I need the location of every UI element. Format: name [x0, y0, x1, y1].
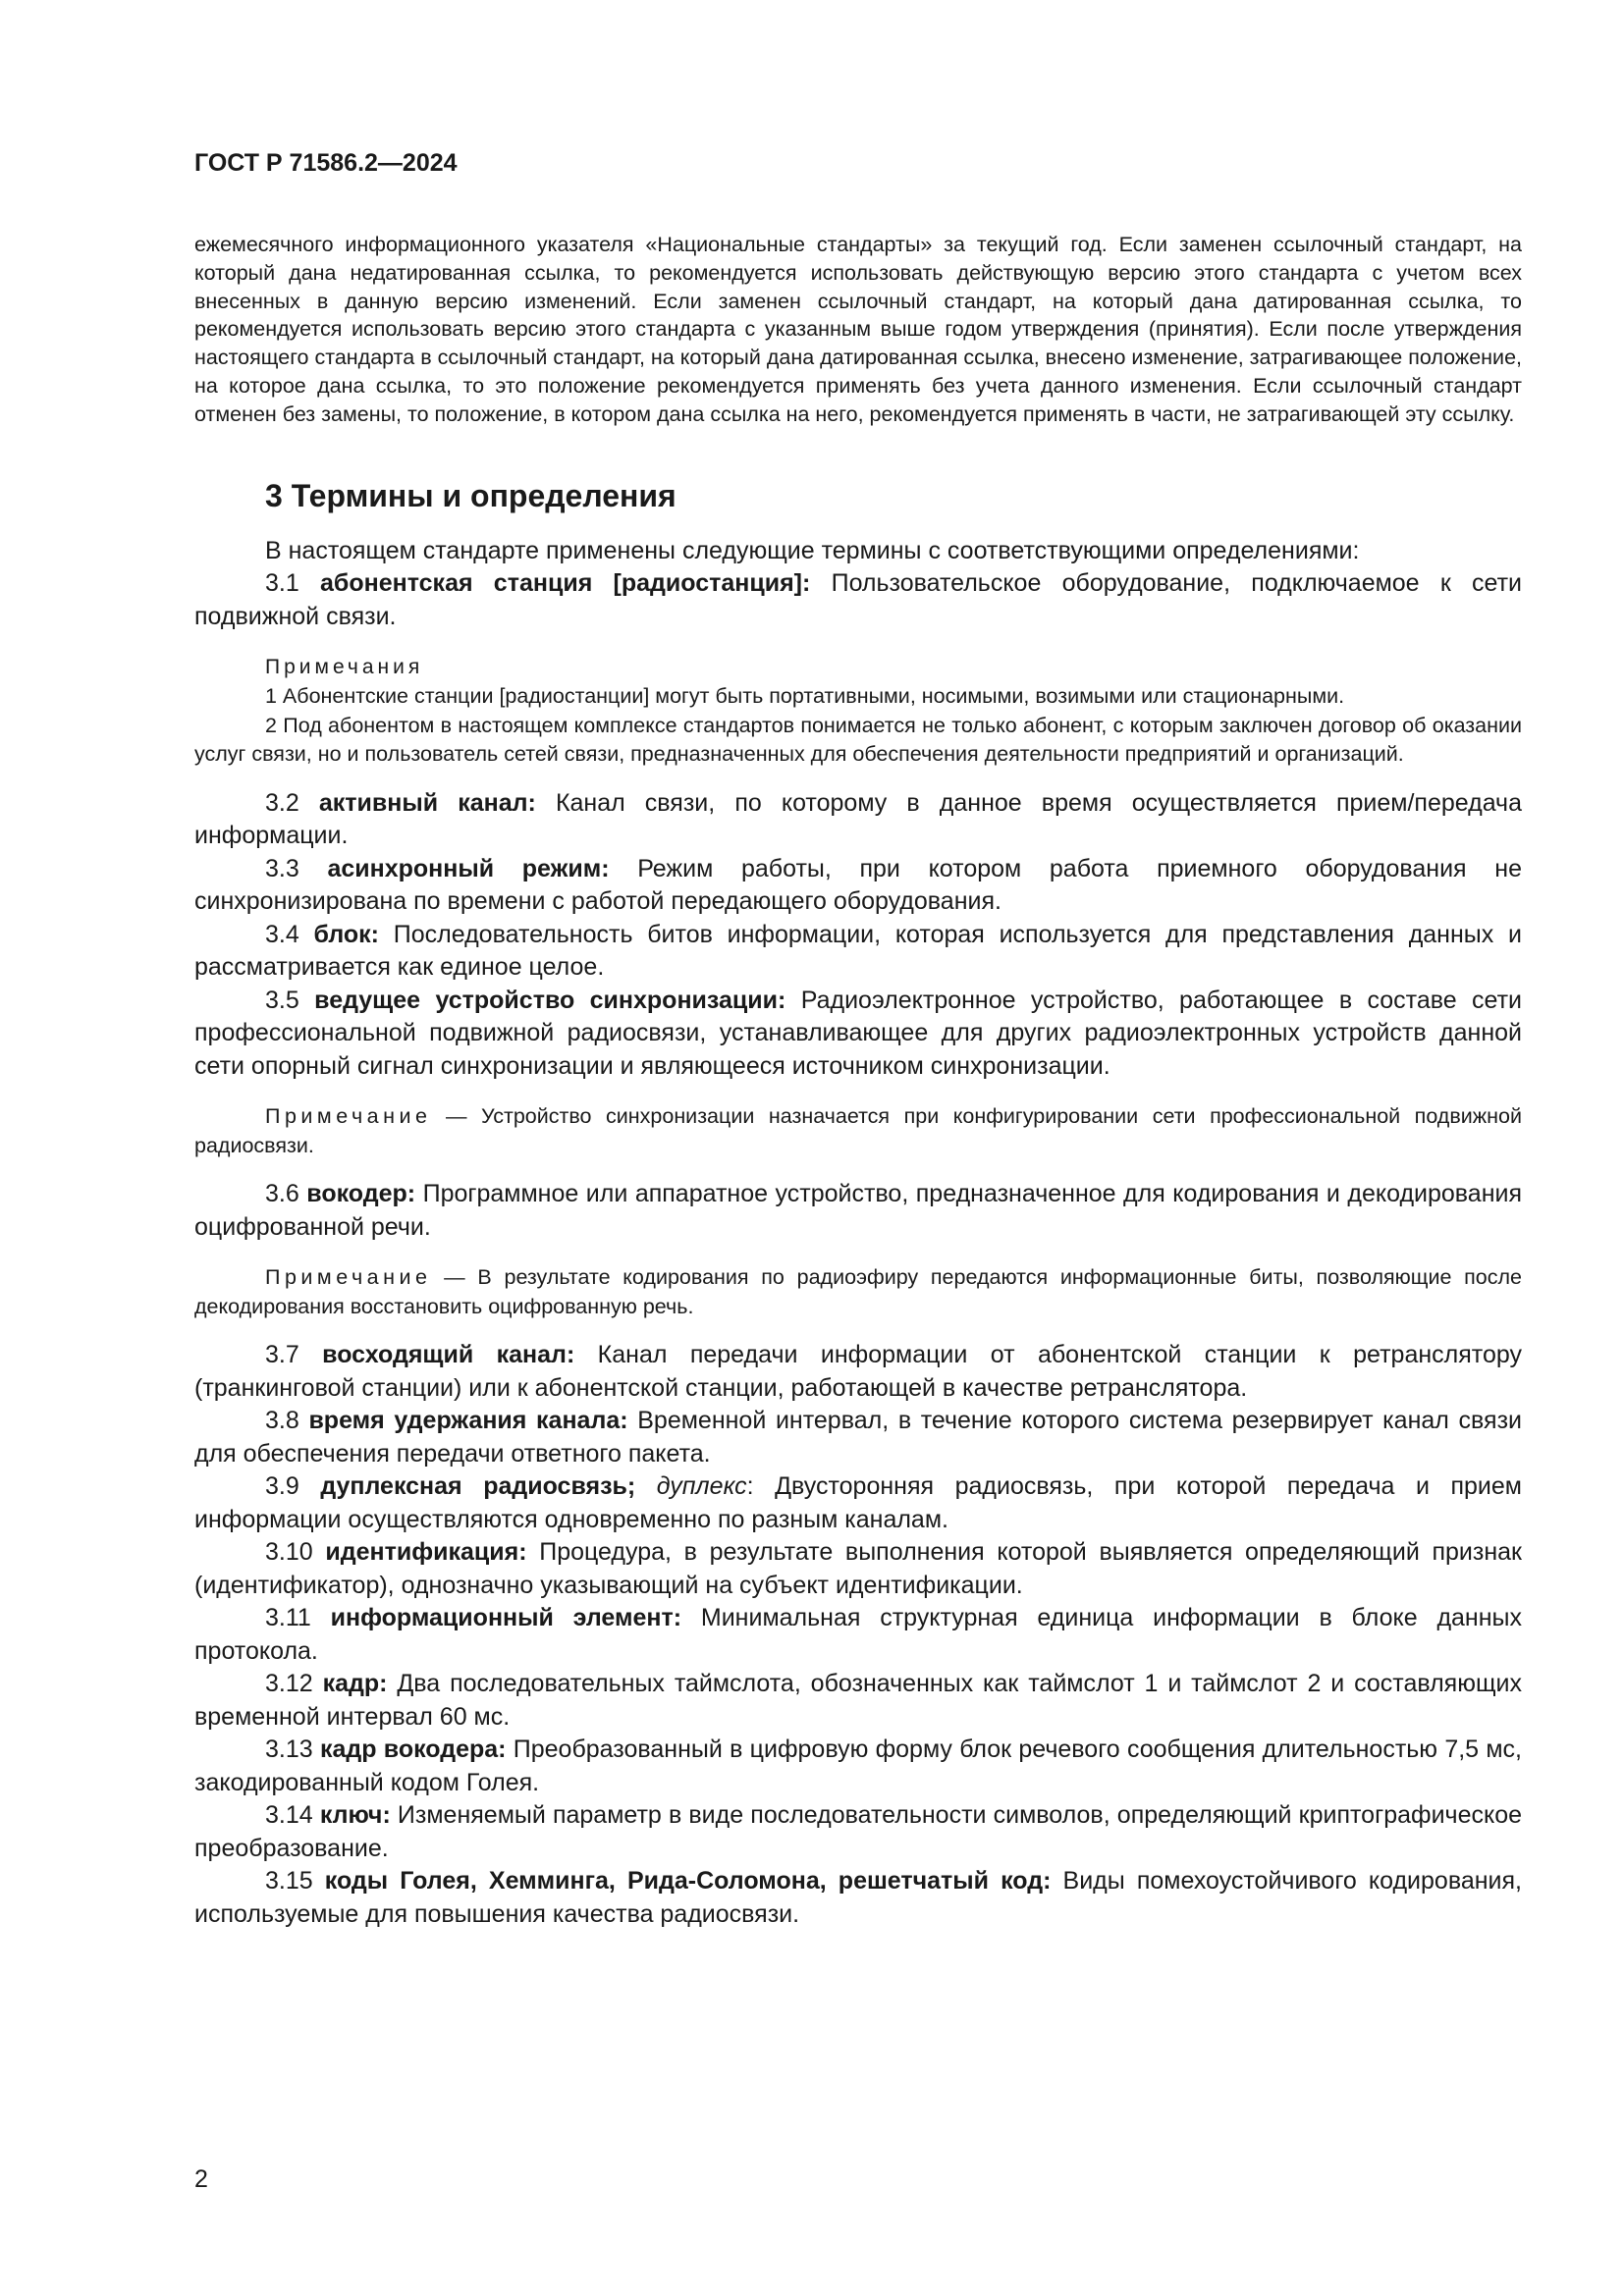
term-3-11 [194, 1602, 1522, 1668]
term-name: информационный элемент: [330, 1604, 682, 1632]
note-text [194, 1102, 1522, 1160]
term-3-13 [194, 1734, 1522, 1799]
term-3-3 [194, 853, 1522, 919]
term-number: 3.11 [265, 1604, 311, 1632]
term-3-9 [194, 1470, 1522, 1536]
note-dash: — [431, 1104, 482, 1129]
term-definition: Программное или аппаратное устройство, предназначенное для кодирования и декодирования оцифрованной речи. [194, 1180, 1523, 1241]
term-definition: Минимальная структурная единица информации в блоке данных протокола. [194, 1604, 1523, 1665]
note-text [194, 1263, 1522, 1321]
term-name: вокодер: [306, 1180, 416, 1208]
note-body: Устройство синхронизации назначается при конфигурировании сети профессиональной подвижной радиосвязи. [194, 1104, 1523, 1157]
term-number: 3.3 [265, 854, 299, 882]
term-number: 3.2 [265, 788, 299, 817]
term-name: идентификация: [325, 1538, 527, 1567]
term-definition: Режим работы, при котором работа приемного оборудования не синхронизирована по времени с работой передающего оборудования. [194, 854, 1522, 916]
term-number: 3.12 [265, 1670, 313, 1698]
term-definition: Процедура, в результате выполнения которой выявляется определяющий признак (идентификатор), однозначно указывающий на субъект идентификации. [194, 1538, 1522, 1599]
note-body: В результате кодирования по радиоэфиру передаются информационные биты, позволяющие после декодирования восстановить оцифрованную речь. [194, 1265, 1522, 1318]
section-title: 3 Термины и определения [265, 477, 677, 513]
term-number: 3.10 [265, 1538, 313, 1567]
term-3-7 [194, 1339, 1522, 1405]
term-number: 3.14 [265, 1801, 313, 1830]
term-name: дуплексная радиосвязь; [320, 1472, 636, 1501]
term-definition: Пользовательское оборудование, подключаемое к сети подвижной связи. [194, 569, 1523, 630]
term-3-2 [194, 787, 1522, 853]
term-name: ведущее устройство синхронизации: [314, 986, 786, 1014]
note-item-2: 2 Под абонентом в настоящем комплексе стандартов понимается не только абонент, с которым заключен договор об оказании услуг связи, но и пользователь сетей связи, предназначенных для обеспечения деятельности предприятий и организаций. [194, 713, 1522, 767]
note-item-1: 1 Абонентские станции [радиостанции] могут быть портативными, носимыми, возимыми или стационарными. [265, 684, 1345, 709]
term-name: асинхронный режим: [327, 854, 610, 882]
intro-paragraph: ежемесячного информационного указателя «Национальные стандарты» за текущий год. Если заменен ссылочный стандарт, на который дана недатированная ссылка, то рекомендуется использовать действующую версию этого стандарта с учетом всех внесенных в данную версию изменений. Если заменен ссылочный стандарт, на который дана датированная ссылка, то рекомендуется использовать версию этого стандарта с указанным выше годом утверждения (принятия). Если после утверждения настоящего стандарта в ссылочный стандарт, на который дана датированная ссылка, внесено изменение, затрагивающее положение, на которое дана ссылка, то это положение рекомендуется применять без учета данного изменения. Если ссылочный стандарт отменен без замены, то положение, в котором дана ссылка на него, рекомендуется применять в части, не затрагивающей эту ссылку. [194, 233, 1522, 426]
note-dash: — [431, 1265, 478, 1290]
term-definition: Виды помехоустойчивого кодирования, используемые для повышения качества радиосвязи. [194, 1867, 1522, 1928]
term-name: абонентская станция [радиостанция]: [320, 569, 811, 598]
note-3-5 [194, 1102, 1522, 1160]
notes-heading: Примечания [265, 656, 424, 679]
term-3-14 [194, 1799, 1522, 1865]
note-label: Примечание [265, 1104, 432, 1129]
note-label: Примечание [265, 1265, 432, 1290]
term-definition: Последовательность битов информации, которая используется для представления данных и рассматривается как единое целое. [194, 920, 1522, 982]
term-name: коды Голея, Хемминга, Рида-Соломона, решетчатый код: [324, 1867, 1052, 1896]
page-number: 2 [194, 2165, 208, 2193]
term-number: 3.7 [265, 1341, 299, 1369]
notes-3-1 [194, 653, 1522, 770]
section-lead: В настоящем стандарте применены следующие термины с соответствующими определениями: [265, 536, 1360, 564]
term-3-4 [194, 919, 1522, 985]
term-definition: Изменяемый параметр в виде последовательности символов, определяющий криптографическое преобразование. [194, 1801, 1522, 1862]
term-3-5 [194, 985, 1522, 1084]
term-number: 3.9 [265, 1472, 299, 1501]
term-3-15 [194, 1865, 1522, 1931]
term-3-12 [194, 1668, 1522, 1734]
term-definition: Два последовательных таймслота, обозначенных как таймслот 1 и таймслот 2 и составляющих временной интервал 60 мс. [194, 1670, 1522, 1731]
term-number: 3.15 [265, 1867, 313, 1896]
term-name: время удержания канала: [308, 1407, 628, 1435]
term-name: восходящий канал: [322, 1341, 575, 1369]
page-content [194, 147, 1522, 1931]
term-name: кадр: [322, 1670, 388, 1698]
term-definition: Преобразованный в цифровую форму блок речевого сообщения длительностью 7,5 мс, закодированный кодом Голея. [194, 1735, 1522, 1796]
term-name: активный канал: [318, 788, 536, 817]
term-synonym: дуплекс [656, 1472, 747, 1501]
term-number: 3.13 [265, 1735, 313, 1764]
term-3-1 [194, 567, 1522, 633]
term-3-6 [194, 1178, 1522, 1244]
note-3-6 [194, 1263, 1522, 1321]
term-definition: : Двусторонняя радиосвязь, при которой передача и прием информации осуществляются одновременно по разным каналам. [194, 1472, 1522, 1533]
document-header: ГОСТ Р 71586.2—2024 [194, 149, 458, 177]
term-number: 3.8 [265, 1407, 299, 1435]
term-number: 3.5 [265, 986, 299, 1014]
term-definition: Временной интервал, в течение которого система резервирует канал связи для обеспечения передачи ответного пакета. [194, 1407, 1522, 1468]
term-3-8 [194, 1405, 1522, 1470]
term-name: кадр вокодера: [319, 1735, 507, 1764]
term-name: ключ: [319, 1801, 391, 1830]
term-name: блок: [313, 920, 380, 948]
term-definition: Канал связи, по которому в данное время осуществляется прием/передача информации. [194, 788, 1522, 850]
term-3-10 [194, 1536, 1522, 1602]
term-number: 3.6 [265, 1180, 299, 1208]
term-number: 3.1 [265, 569, 299, 598]
term-number: 3.4 [265, 920, 299, 948]
term-definition: Канал передачи информации от абонентской станции к ретранслятору (транкинговой станции) или к абонентской станции, работающей в качестве ретранслятора. [194, 1341, 1522, 1402]
term-definition: Радиоэлектронное устройство, работающее в составе сети профессиональной подвижной радиосвязи, устанавливающее для других радиоэлектронных устройств данной сети опорный сигнал синхронизации и являющееся источником синхронизации. [194, 986, 1523, 1080]
